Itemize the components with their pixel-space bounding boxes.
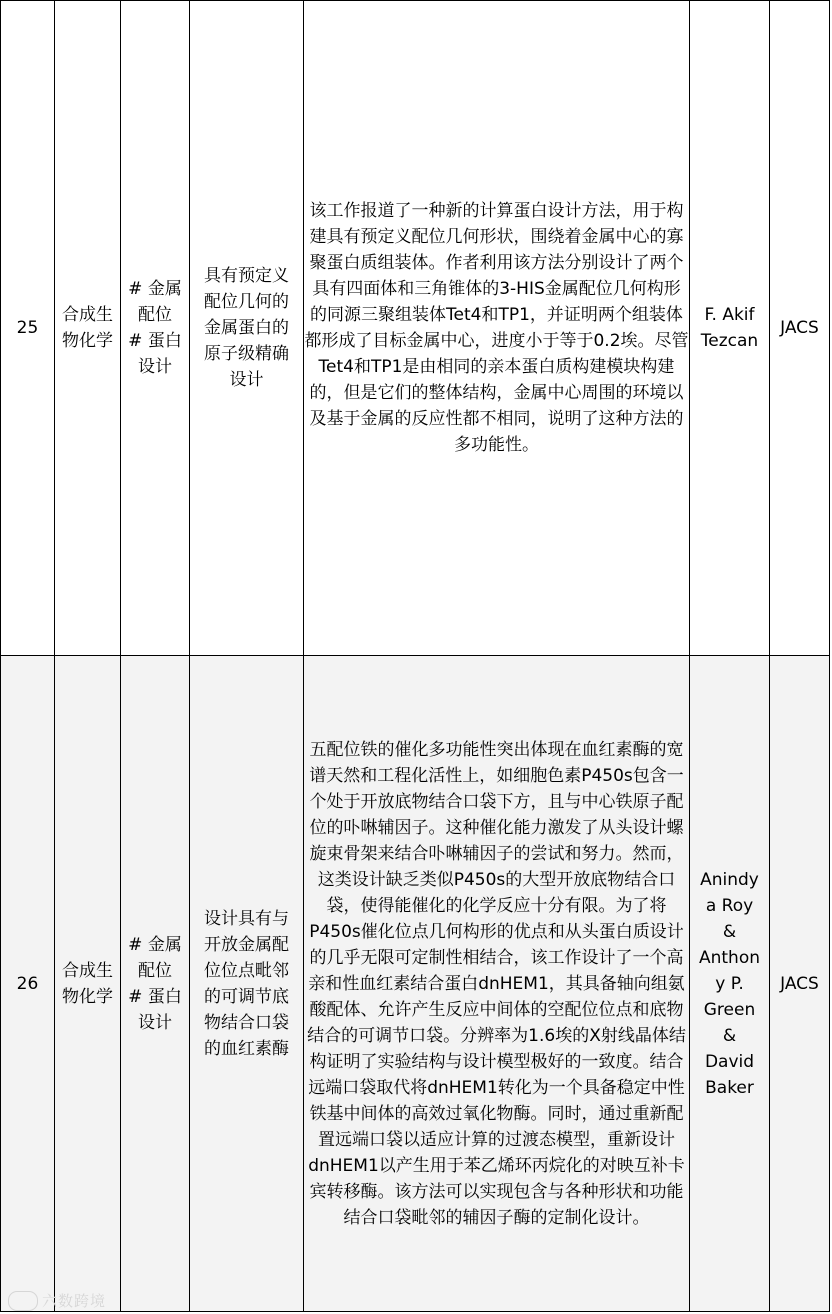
watermark (8, 1290, 106, 1312)
abstract-text: 五配位铁的催化多功能性突出体现在血红素酶的宽谱天然和工程化活性上，如细胞色素P450s包含一个处于开放底物结合口袋下方，且与中心铁原子配位的卟啉辅因子。这种催化能力激发了从头设计螺旋束骨架来结合卟啉辅因子的尝试和努力。然而，这类设计缺乏类似P450s的大型开放底物结合口袋，使得能催化的化学反应十分有限。为了将P450s催化位点几何构形的优点和从头蛋白质设计的几乎无限可定制性相结合，该工作设计了一个高亲和性血红素结合蛋白dnHEM1，其具备轴向组氨酸配体、允许产生反应中间体的空配位位点和底物结合的可调节口袋。分辨率为1.6埃的X射线晶体结构证明了实验结构与设计模型极好的一致度。结合远端口袋取代将dnHEM1转化为一个具备稳定中性铁基中间体的高效过氧化物酶。同时，通过重新配置远端口袋以适应计算的过渡态模型，重新设计dnHEM1以产生用于苯乙烯环丙烷化的对映互补卡宾转移酶。该方法可以实现包含与各种形状和功能结合口袋毗邻的辅因子酶的定制化设计。 (307, 739, 686, 1228)
title-cell: 具有预定义 配位几何的 金属蛋白的 原子级精确 设计 (190, 1, 304, 656)
tags-cell: # 金属 配位 # 蛋白 设计 (121, 1, 190, 656)
table-row (1, 1, 830, 656)
field-cell: 合成生 物化学 (55, 656, 121, 1312)
abstract-cell (304, 656, 690, 1312)
tags-cell: # 金属 配位 # 蛋白 设计 (121, 656, 190, 1312)
field-cell: 合成生 物化学 (55, 1, 121, 656)
authors-cell: Anindy a Roy & Anthon y P. Green & David Baker (690, 656, 770, 1312)
watermark-text: 六数跨境 (42, 1291, 107, 1310)
abstract-cell (304, 1, 690, 656)
authors-cell: F. Akif Tezcan (690, 1, 770, 656)
title-cell: 设计具有与 开放金属配 位位点毗邻 的可调节底 物结合口袋 的血红素酶 (190, 656, 304, 1312)
row-index: 26 (1, 656, 55, 1312)
abstract-text: 该工作报道了一种新的计算蛋白设计方法，用于构建具有预定义配位几何形状，围绕着金属中心的寡聚蛋白质组装体。作者利用该方法分别设计了两个具有四面体和三角锥体的3-HIS金属配位几何构形的同源三聚组装体Tet4和TP1，并证明两个组装体都形成了目标金属中心，进度小于等于0.2埃。尽管Tet4和TP1是由相同的亲本蛋白质构建模块构建的，但是它们的整体结构，金属中心周围的环境以及基于金属的反应性都不相同，说明了这种方法的多功能性。 (304, 201, 689, 455)
table-row (1, 656, 830, 1312)
journal-cell: JACS (770, 656, 830, 1312)
journal-cell: JACS (770, 1, 830, 656)
watermark-logo-icon (8, 1291, 38, 1311)
row-index: 25 (1, 1, 55, 656)
